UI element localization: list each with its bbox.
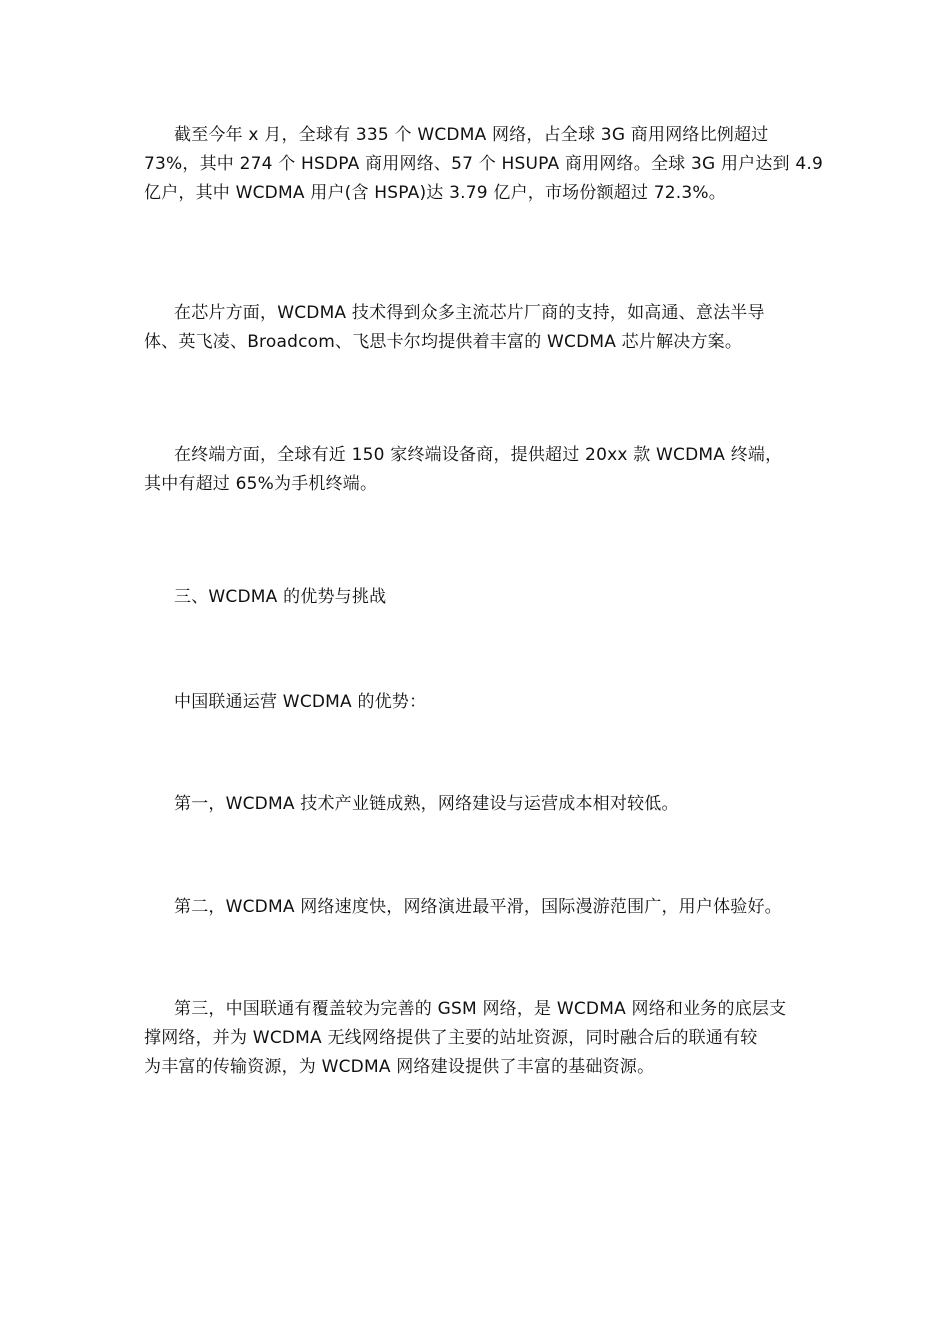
text-line: 体、英飞凌、Broadcom、飞思卡尔均提供着丰富的 WCDMA 芯片解决方案。 xyxy=(144,332,743,352)
paragraph-wcdma-network-stats xyxy=(144,121,823,208)
section-heading xyxy=(144,583,816,612)
paragraph-advantage-third xyxy=(144,995,816,1082)
paragraph-advantage-second xyxy=(144,893,816,922)
text-line: 亿户，其中 WCDMA 用户(含 HSPA)达 3.79 亿户，市场份额超过 72.3%。 xyxy=(144,183,726,203)
text-line: 在终端方面，全球有近 150 家终端设备商，提供超过 20xx 款 WCDMA 终端， xyxy=(174,445,783,465)
paragraph-chip-support xyxy=(144,299,816,357)
text-line: 第三，中国联通有覆盖较为完善的 GSM 网络，是 WCDMA 网络和业务的底层支 xyxy=(174,999,787,1019)
text-line: 73%，其中 274 个 HSDPA 商用网络、57 个 HSUPA 商用网络。全球 3G 用户达到 4.9 xyxy=(144,154,823,174)
section-heading-text: 三、WCDMA 的优势与挑战 xyxy=(174,587,387,607)
paragraph-advantages-intro xyxy=(144,688,816,717)
text-line: 其中有超过 65%为手机终端。 xyxy=(144,474,378,494)
text-line: 在芯片方面，WCDMA 技术得到众多主流芯片厂商的支持，如高通、意法半导 xyxy=(174,303,765,323)
paragraph-terminal-support xyxy=(144,441,816,499)
text-line: 中国联通运营 WCDMA 的优势： xyxy=(174,692,427,712)
text-line: 截至今年 x 月，全球有 335 个 WCDMA 网络，占全球 3G 商用网络比例超过 xyxy=(174,125,769,145)
text-line: 第二，WCDMA 网络速度快，网络演进最平滑，国际漫游范围广，用户体验好。 xyxy=(174,897,782,917)
text-line: 撑网络，并为 WCDMA 无线网络提供了主要的站址资源，同时融合后的联通有较 xyxy=(144,1028,758,1048)
text-line: 第一，WCDMA 技术产业链成熟，网络建设与运营成本相对较低。 xyxy=(174,794,679,814)
paragraph-advantage-first xyxy=(144,790,816,819)
text-line: 为丰富的传输资源，为 WCDMA 网络建设提供了丰富的基础资源。 xyxy=(144,1057,655,1077)
